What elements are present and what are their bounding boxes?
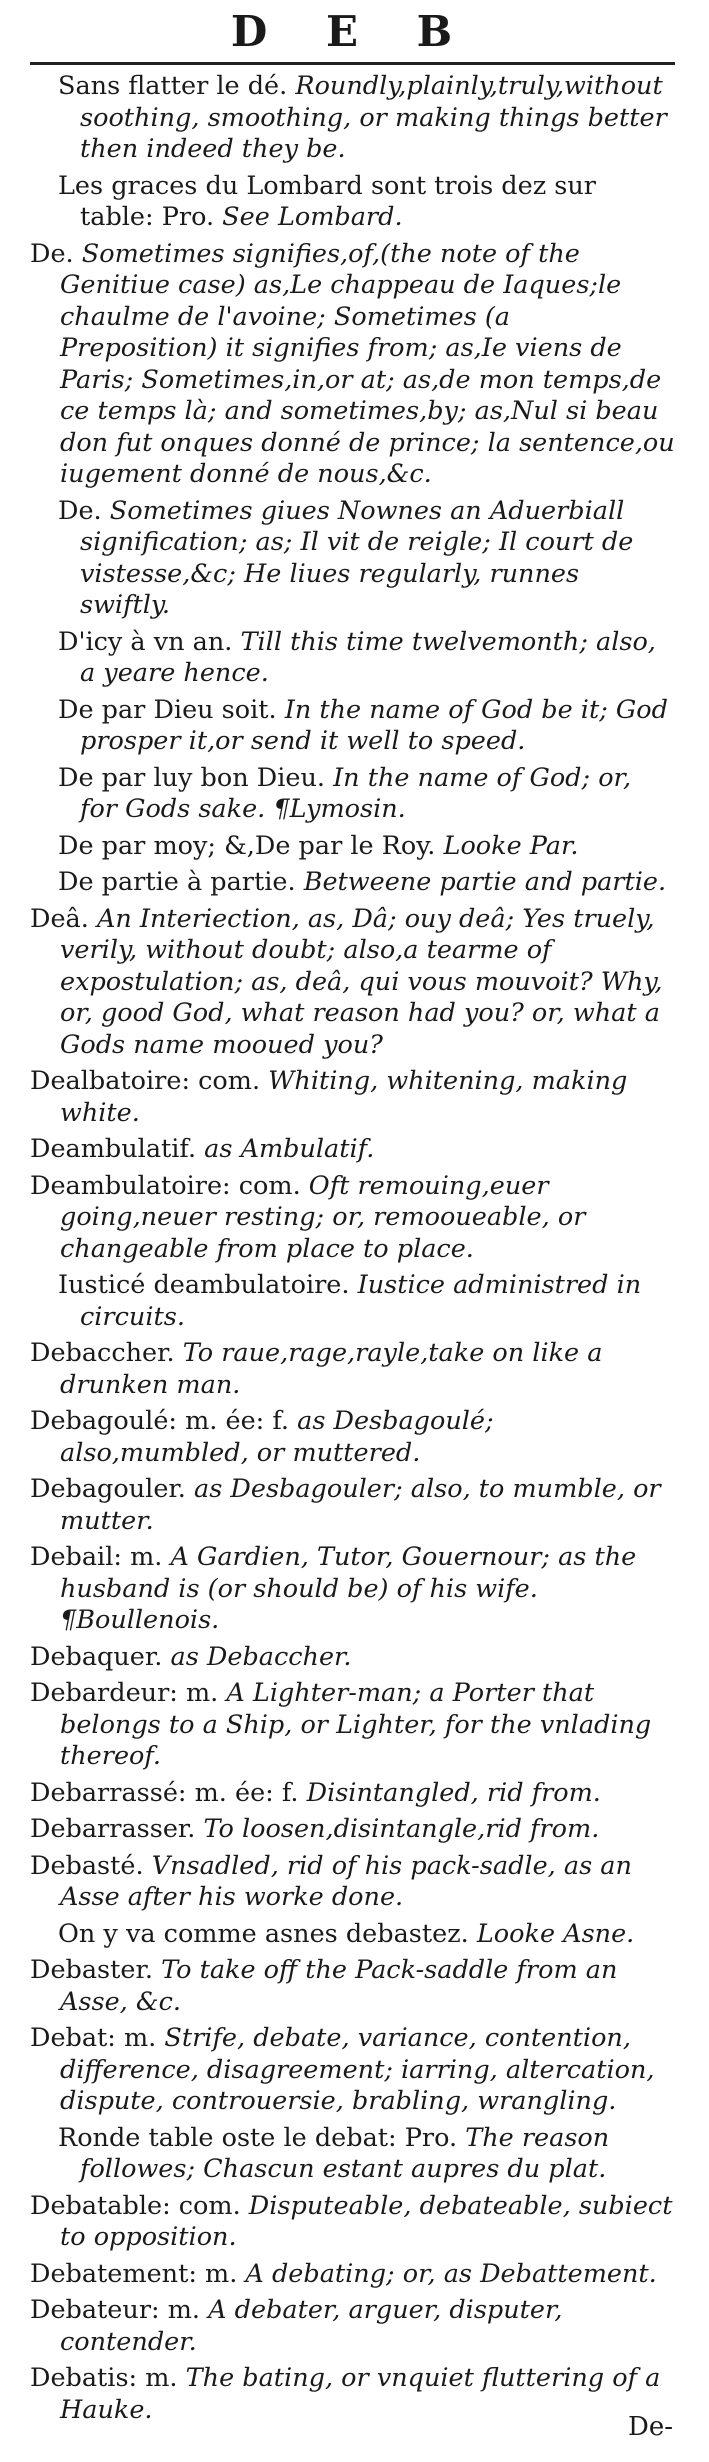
headword: De partie à partie.	[58, 867, 296, 897]
dictionary-entry	[30, 1851, 675, 1914]
definition: Disputeable, debateable, subiect to opposition.	[60, 2190, 673, 2252]
headword: Sans flatter le dé.	[58, 71, 288, 101]
headword: Debagouler.	[30, 1474, 186, 1504]
dictionary-entry	[30, 1778, 675, 1810]
definition: An Interiection, as, Dâ; ouy deâ; Yes truely, verily, without doubt; also,a tearme of expostulation; as, deâ, qui vous mouvoit? Why, or, good God, what reason had you? or, what a Gods name mooued you?	[60, 903, 663, 1060]
definition: A Lighter-man; a Porter that belongs to a Ship, or Lighter, for the vnlading thereof.	[60, 1678, 652, 1771]
definition: as Ambulatif.	[196, 1134, 375, 1164]
dictionary-entry	[30, 1134, 675, 1166]
headword: De.	[30, 238, 74, 269]
definition: Till this time twelvemonth; also, a yeare hence.	[80, 626, 656, 688]
headword: De par luy bon Dieu.	[58, 762, 325, 793]
headword: Debat: m.	[30, 2023, 157, 2053]
headword: Iusticé deambulatoire.	[58, 1270, 350, 1300]
headword: Debarrassé: m. ée: f.	[30, 1777, 299, 1808]
headword: Debardeur: m.	[30, 1678, 219, 1708]
definition: A Gardien, Tutor, Gouernour; as the husband is (or should be) of his wife. ¶Boullenois.	[60, 1542, 637, 1635]
header-rule	[30, 62, 675, 65]
headword: De.	[58, 495, 102, 526]
definition: See Lombard.	[214, 202, 403, 232]
dictionary-entry	[30, 904, 675, 1062]
dictionary-entry	[30, 1642, 675, 1674]
headword: Deambulatif.	[30, 1134, 197, 1164]
definition: Sometimes giues Nownes an Aduerbiall signification; as; Il vit de reigle; Il court de vistesse,&c; He liues regularly, runnes swiftly.	[80, 495, 634, 620]
catchword: De-	[627, 2412, 673, 2442]
definition: Oft remouing,euer going,neuer resting; or, remooueable, or changeable from place to place.	[60, 1170, 586, 1264]
definition: Betweene partie and partie.	[295, 867, 667, 897]
headword: Debaster.	[30, 1955, 153, 1985]
sub-entry	[30, 2123, 675, 2186]
definition: Vnsadled, rid of his pack-sadle, as an Asse after his worke done.	[60, 1850, 632, 1912]
sub-entry	[30, 695, 675, 758]
headword: De par moy; &,De par le Roy.	[58, 830, 436, 861]
dictionary-entry	[30, 1814, 675, 1846]
sub-entry	[30, 496, 675, 622]
definition: Sometimes signifies,of,(the note of the Genitiue case) as,Le chappeau de Iaques;le chaulme de l'avoine; Sometimes (a Preposition) it signifies from; as,Ie viens de Paris; Sometimes,in,or at; as,de mon temps,de ce temps là; and sometimes,by; as,Nul si beau don fut onques donné de prince; la sentence,ou iugement donné de nous,&c.	[60, 238, 675, 489]
headword: Debateur: m.	[30, 2295, 200, 2325]
headword: Debagoulé: m. ée: f.	[30, 1406, 290, 1436]
definition: Iustice administred in circuits.	[80, 1270, 642, 1332]
headword: Debail: m.	[30, 1542, 163, 1572]
definition: Strife, debate, variance, contention, difference, disagreement; iarring, altercation, dispute, controuersie, brabling, wrangling.	[60, 2023, 655, 2116]
definition: Looke Asne.	[468, 1918, 635, 1949]
definition: Disintangled, rid from.	[298, 1777, 601, 1808]
entry-list	[30, 71, 675, 2426]
headword: Dealbatoire: com.	[30, 1066, 261, 1096]
headword: Debarrasser.	[30, 1814, 196, 1844]
dictionary-entry	[30, 1338, 675, 1401]
dictionary-entry	[30, 2295, 675, 2358]
definition: A debating; or, as Debattement.	[237, 2258, 657, 2289]
dictionary-entry	[30, 1171, 675, 1266]
definition: Whiting, whitening, making white.	[60, 1066, 628, 1128]
sub-entry	[30, 627, 675, 690]
headword: Debaquer.	[30, 1641, 163, 1672]
page-header	[30, 0, 675, 62]
headword: D'icy à vn an.	[58, 626, 233, 657]
definition: as Debaccher.	[162, 1641, 352, 1672]
dictionary-entry	[30, 1542, 675, 1637]
dictionary-entry	[30, 2259, 675, 2291]
definition: as Desbagouler; also, to mumble, or mutter.	[60, 1474, 661, 1536]
definition: In the name of God; or, for Gods sake. ¶Lymosin.	[80, 762, 632, 824]
definition: To loosen,disintangle,rid from.	[195, 1814, 600, 1844]
dictionary-entry	[30, 2023, 675, 2118]
definition: A debater, arguer, disputer, contender.	[60, 2295, 563, 2357]
headword: Deâ.	[30, 903, 89, 934]
headword: De par Dieu soit.	[58, 694, 277, 725]
dictionary-entry	[30, 1955, 675, 2018]
definition: The reason followes; Chascun estant aupres du plat.	[80, 2122, 610, 2184]
headword: Debatement: m.	[30, 2258, 238, 2289]
headword: Deambulatoire: com.	[30, 1170, 301, 1201]
definition: To take off the Pack-saddle from an Asse, &c.	[60, 1955, 618, 2017]
sub-entry	[30, 71, 675, 166]
definition: The bating, or vnquiet fluttering of a Hauke.	[60, 2363, 661, 2425]
definition: Roundly,plainly,truly,without soothing, smoothing, or making things better then indeed they be.	[80, 71, 667, 164]
definition: Looke Par.	[435, 830, 579, 861]
headword: Debatable: com.	[30, 2190, 241, 2221]
headword: Debatis: m.	[30, 2363, 178, 2393]
dictionary-entry	[30, 2363, 675, 2426]
definition: To raue,rage,rayle,take on like a drunken man.	[60, 1338, 603, 1400]
dictionary-entry	[30, 1066, 675, 1129]
sub-entry	[30, 171, 675, 234]
sub-entry	[30, 763, 675, 826]
dictionary-entry	[30, 1678, 675, 1773]
headword: Les graces du Lombard sont trois dez sur table: Pro.	[58, 170, 596, 232]
headword: Debaccher.	[30, 1338, 175, 1368]
sub-entry	[30, 831, 675, 863]
headword: Debasté.	[30, 1850, 144, 1881]
sub-entry	[30, 1270, 675, 1333]
headword: Ronde table oste le debat: Pro.	[58, 2122, 458, 2153]
sub-entry	[30, 867, 675, 899]
definition: as Desbagoulé; also,mumbled, or muttered.	[60, 1406, 494, 1468]
running-head: D E B	[230, 7, 475, 56]
sub-entry	[30, 1919, 675, 1951]
dictionary-entry	[30, 2191, 675, 2254]
headword: On y va comme asnes debastez.	[58, 1918, 469, 1949]
dictionary-entry	[30, 1474, 675, 1537]
dictionary-entry	[30, 239, 675, 491]
dictionary-entry	[30, 1406, 675, 1469]
definition: In the name of God be it; God prosper it,or send it well to speed.	[80, 694, 668, 756]
